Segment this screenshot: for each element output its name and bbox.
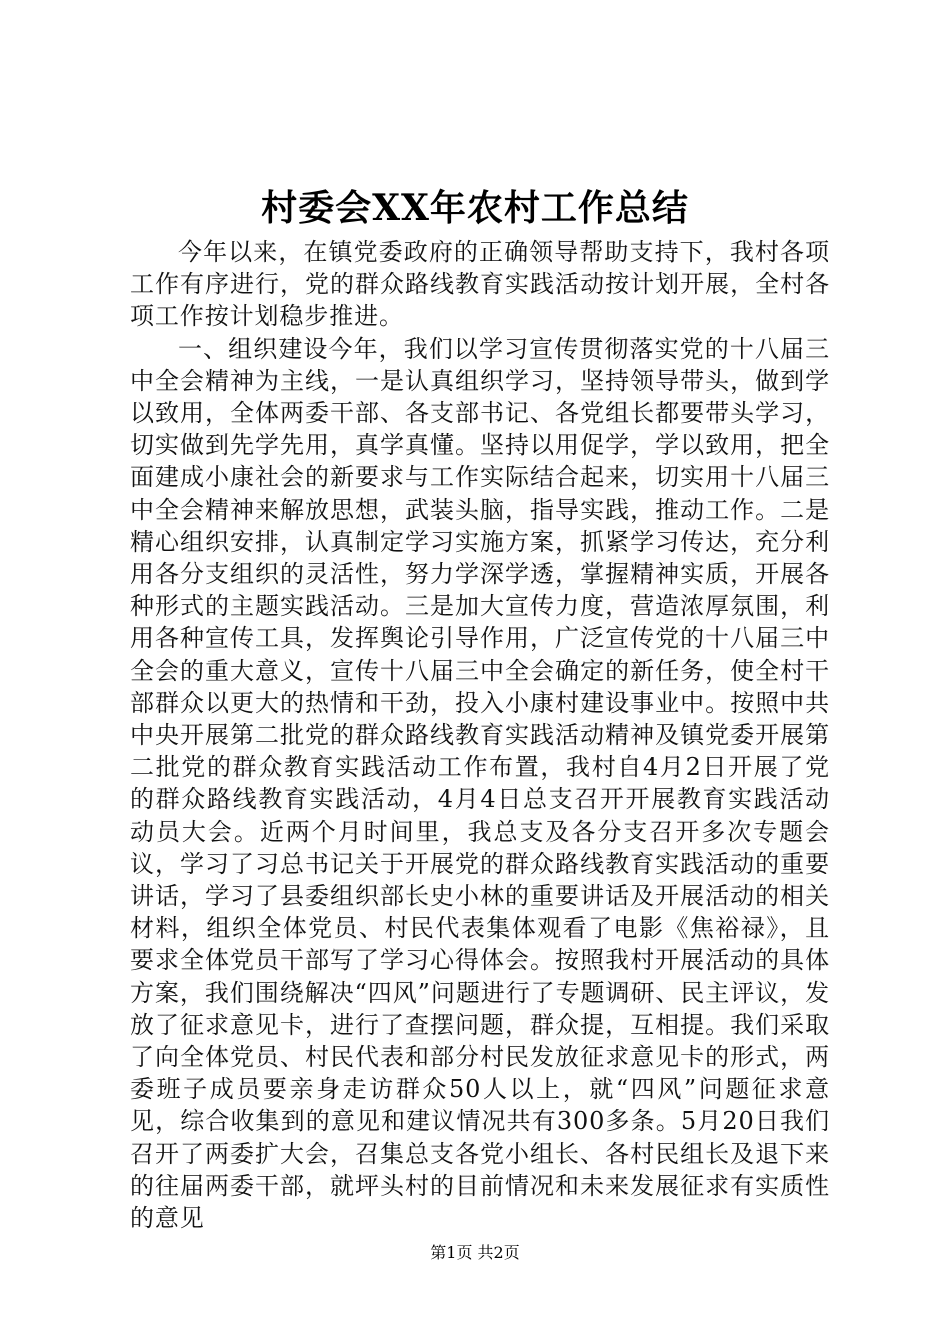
paragraph-intro: 今年以来，在镇党委政府的正确领导帮助支持下，我村各项工作有序进行，党的群众路线教育实践活动按计划开展，全村各项工作按计划稳步推进。 — [130, 238, 830, 331]
page-number-footer: 第1页 共2页 — [430, 1243, 520, 1262]
paragraph-organization: 一、组织建设今年，我们以学习宣传贯彻落实党的十八届三中全会精神为主线，一是认真组织学习，坚持领导带头，做到学以致用，全体两委干部、各支部书记、各党组长都要带头学习，切实做到先学先用，真学真懂。坚持以用促学，学以致用，把全面建成小康社会的新要求与工作实际结合起来，切实用十八届三中全会精神来解放思想，武装头脑，指导实践，推动工作。二是精心组织安排，认真制定学习实施方案，抓紧学习传达，充分利用各分支组织的灵活性，努力学深学透，掌握精神实质，开展各种形式的主题实践活动。三是加大宣传力度，营造浓厚氛围，利用各种宣传工具，发挥舆论引导作用，广泛宣传党的十八届三中全会的重大意义，宣传十八届三中全会确定的新任务，使全村干部群众以更大的热情和干劲，投入小康村建设事业中。按照中共中央开展第二批党的群众路线教育实践活动精神及镇党委开展第二批党的群众教育实践活动工作布置，我村自4月2日开展了党的群众路线教育实践活动，4月4日总支召开开展教育实践活动动员大会。近两个月时间里，我总支及各分支召开多次专题会议，学习了习总书记关于开展党的群众路线教育实践活动的重要讲话，学习了县委组织部长史小林的重要讲话及开展活动的相关材料，组织全体党员、村民代表集体观看了电影《焦裕禄》，且要求全体党员干部写了学习心得体会。按照我村开展活动的具体方案，我们围绕解决“四风”问题进行了专题调研、民主评议，发放了征求意见卡，进行了查摆问题，群众提，互相提。我们采取了向全体党员、村民代表和部分村民发放征求意见卡的形式，两委班子成员要亲身走访群众50人以上，就“四风”问题征求意见，综合收集到的意见和建议情况共有300多条。5月20日我们召开了两委扩大会，召集总支各党小组长、各村民组长及退下来的往届两委干部，就坪头村的目前情况和未来发展征求有实质性的意见 — [130, 334, 830, 1233]
document-title: 村委会XX年农村工作总结 — [261, 187, 689, 229]
document-body — [130, 236, 830, 1234]
